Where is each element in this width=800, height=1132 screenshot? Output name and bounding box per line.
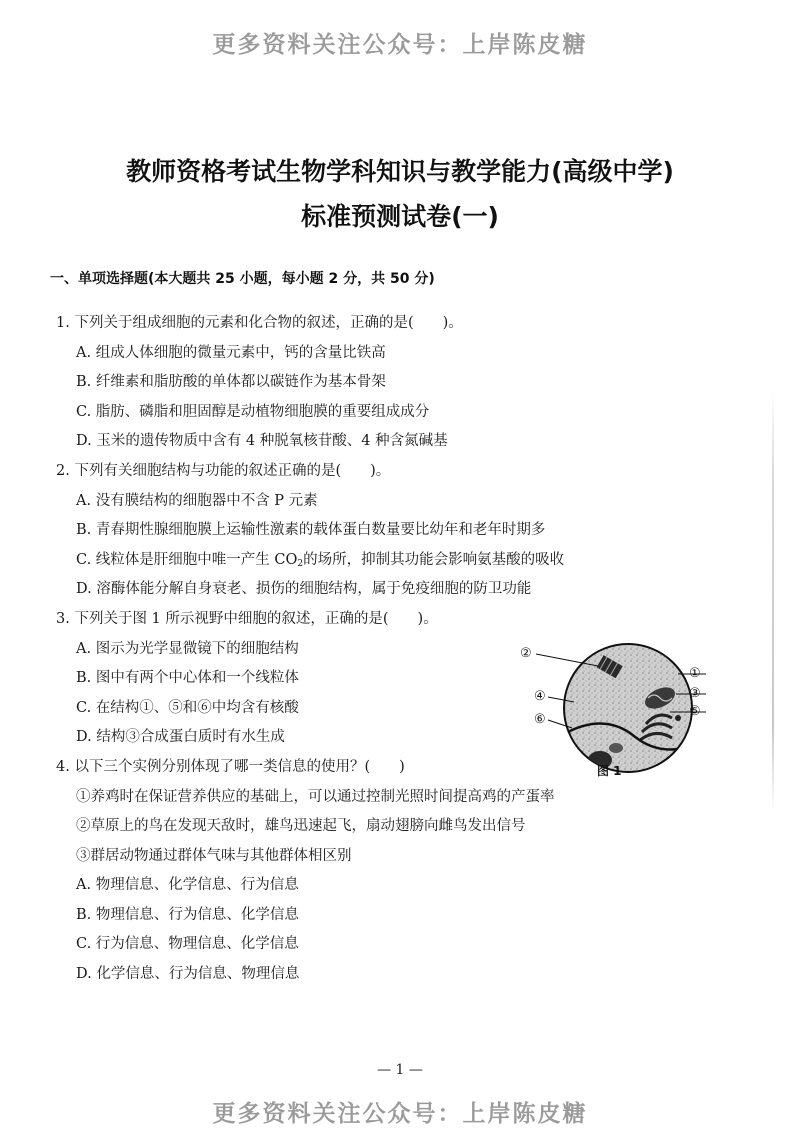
question-1-option-a: A. 组成人体细胞的微量元素中，钙的含量比铁高 xyxy=(76,345,386,361)
option-c-text-post: 的场所，抑制其功能会影响氨基酸的吸收 xyxy=(303,552,565,568)
question-2-stem: 2. 下列有关细胞结构与功能的叙述正确的是( )。 xyxy=(56,463,391,479)
question-4-option-a: A. 物理信息、化学信息、行为信息 xyxy=(76,877,299,893)
question-4-option-b: B. 物理信息、行为信息、化学信息 xyxy=(76,907,299,923)
co2-subscript: 2 xyxy=(297,559,304,569)
section-heading: 一、单项选择题(本大题共 25 小题，每小题 2 分，共 50 分) xyxy=(50,271,435,287)
question-4-option-d: D. 化学信息、行为信息、物理信息 xyxy=(76,966,300,982)
question-1-option-c: C. 脂肪、磷脂和胆固醇是动植物细胞膜的重要组成成分 xyxy=(76,404,430,420)
figure-label-1: ① xyxy=(689,666,701,681)
question-4-example-3: ③群居动物通过群体气味与其他群体相区别 xyxy=(76,848,352,864)
watermark-top: 更多资料关注公众号：上岸陈皮糖 xyxy=(212,32,588,58)
question-2-option-a: A. 没有膜结构的细胞器中不含 P 元素 xyxy=(76,493,318,509)
question-2-option-d: D. 溶酶体能分解自身衰老、损伤的细胞结构，属于免疫细胞的防卫功能 xyxy=(76,581,532,597)
figure-label-3: ③ xyxy=(689,686,701,701)
figure-label-4: ④ xyxy=(534,689,546,704)
figure-label-6: ⑥ xyxy=(534,712,546,727)
question-1-option-d: D. 玉米的遗传物质中含有 4 种脱氧核苷酸、4 种含氮碱基 xyxy=(76,433,448,449)
question-1-stem: 1. 下列关于组成细胞的元素和化合物的叙述，正确的是( )。 xyxy=(56,315,463,331)
question-3-stem: 3. 下列关于图 1 所示视野中细胞的叙述，正确的是( )。 xyxy=(56,611,438,627)
question-4-example-2: ②草原上的鸟在发现天敌时，雄鸟迅速起飞，扇动翅膀向雌鸟发出信号 xyxy=(76,818,526,834)
option-c-text-pre: C. 线粒体是肝细胞中唯一产生 CO xyxy=(76,552,298,568)
paper-title: 教师资格考试生物学科知识与教学能力(高级中学) xyxy=(126,157,674,186)
question-3-option-a: A. 图示为光学显微镜下的细胞结构 xyxy=(76,641,299,657)
figure-label-2: ② xyxy=(520,646,532,661)
paper-subtitle: 标准预测试卷(一) xyxy=(301,202,499,231)
scan-edge-shadow xyxy=(772,392,774,812)
question-4-example-1: ①养鸡时在保证营养供应的基础上，可以通过控制光照时间提高鸡的产蛋率 xyxy=(76,789,555,805)
question-3-option-d: D. 结构③合成蛋白质时有水生成 xyxy=(76,729,285,745)
figure-label-5: ⑤ xyxy=(689,704,701,719)
question-2-option-b: B. 青春期性腺细胞膜上运输性激素的载体蛋白数量要比幼年和老年时期多 xyxy=(76,522,546,538)
watermark-bottom: 更多资料关注公众号：上岸陈皮糖 xyxy=(212,1101,588,1127)
question-2-option-c xyxy=(76,551,564,573)
question-1-option-b: B. 纤维素和脂肪酸的单体都以碳链作为基本骨架 xyxy=(76,374,386,390)
figure-caption: 图 1 xyxy=(597,764,622,778)
question-3-option-b: B. 图中有两个中心体和一个线粒体 xyxy=(76,670,299,686)
question-3-option-c: C. 在结构①、⑤和⑥中均含有核酸 xyxy=(76,700,299,716)
question-4-option-c: C. 行为信息、物理信息、化学信息 xyxy=(76,936,299,952)
page-number: — 1 — xyxy=(377,1062,423,1078)
question-4-stem: 4. 以下三个实例分别体现了哪一类信息的使用？( ) xyxy=(56,759,405,775)
